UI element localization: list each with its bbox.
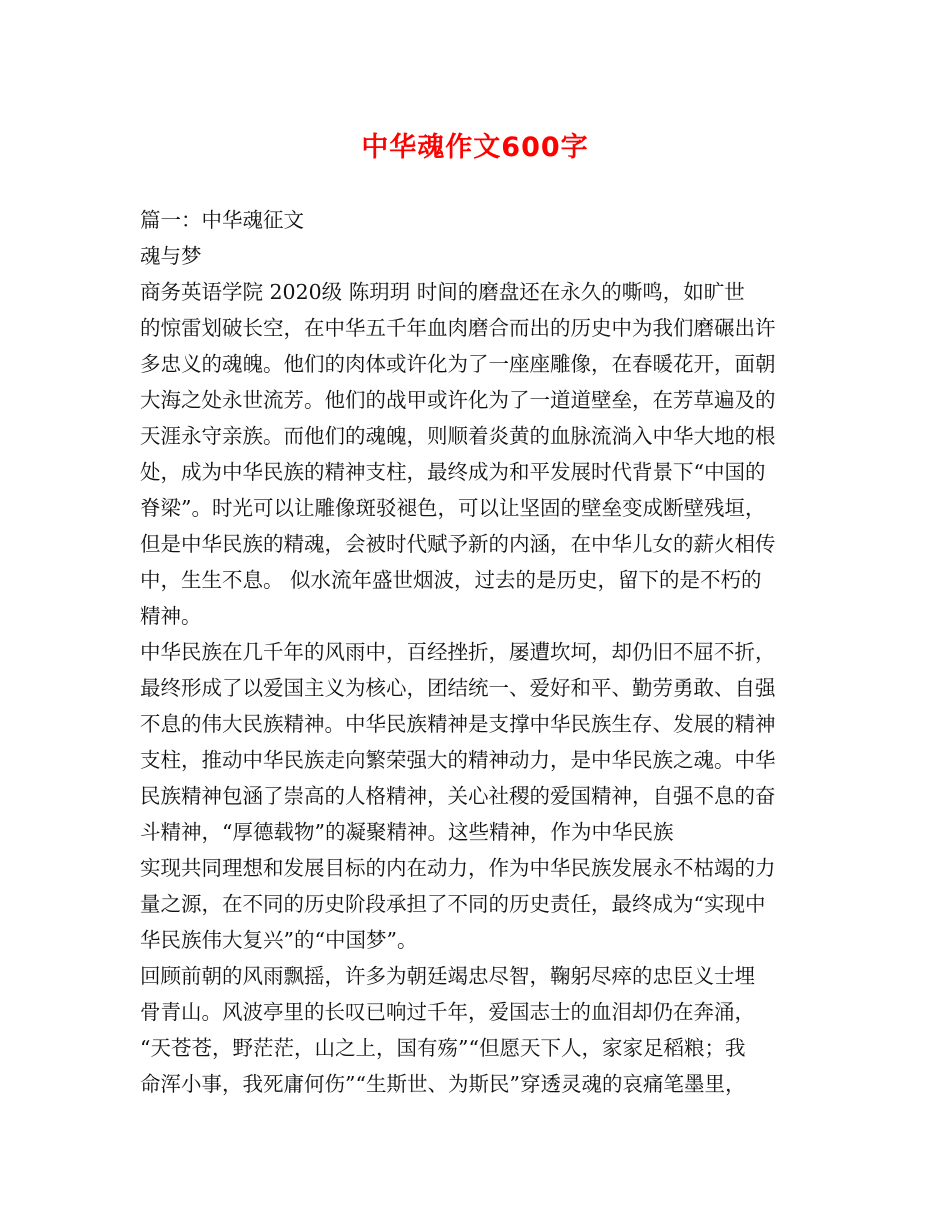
text-line: 处，成为中华民族的精神支柱，最终成为和平发展时代背景下“中国的 — [140, 460, 766, 484]
text-line: 量之源，在不同的历史阶段承担了不同的历史责任，最终成为“实现中 — [140, 892, 766, 916]
text-line: 支柱，推动中华民族走向繁荣强大的精神动力，是中华民族之魂。中华 — [140, 748, 776, 772]
text-line: 最终形成了以爱国主义为核心，团结统一、爱好和平、勤劳勇敢、自强 — [140, 676, 776, 700]
text-line: 斗精神，“厚德载物”的凝聚精神。这些精神，作为中华民族 — [140, 820, 674, 844]
text-line: 回顾前朝的风雨飘摇，许多为朝廷竭忠尽智，鞠躬尽瘁的忠臣义士埋 — [140, 964, 755, 988]
text-line: 精神。 — [140, 604, 202, 628]
text-line: 不息的伟大民族精神。中华民族精神是支撑中华民族生存、发展的精神 — [140, 712, 776, 736]
text-line: 脊梁”。时光可以让雕像斑驳褪色，可以让坚固的壁垒变成断壁残垣， — [140, 496, 766, 520]
text-line: 魂与梦 — [140, 244, 202, 268]
text-line: “天苍苍，野茫茫，山之上，国有殇”“但愿天下人，家家足稻粮；我 — [140, 1036, 746, 1060]
text-line: 中，生生不息。 似水流年盛世烟波，过去的是历史，留下的是不朽的 — [140, 568, 762, 592]
text-line: 多忠义的魂魄。他们的肉体或许化为了一座座雕像，在春暖花开，面朝 — [140, 352, 776, 376]
text-line: 中华民族在几千年的风雨中，百经挫折，屡遭坎坷，却仍旧不屈不折， — [140, 640, 776, 664]
text-line: 实现共同理想和发展目标的内在动力，作为中华民族发展永不枯竭的力 — [140, 856, 776, 880]
text-line: 华民族伟大复兴”的“中国梦”。 — [140, 928, 418, 952]
text-line: 的惊雷划破长空，在中华五千年血肉磨合而出的历史中为我们磨碾出许 — [140, 316, 776, 340]
text-line: 民族精神包涵了崇高的人格精神，关心社稷的爱国精神，自强不息的奋 — [140, 784, 776, 808]
document-title: 中华魂作文600字 — [361, 132, 589, 163]
text-line: 命浑小事，我死庸何伤”“生斯世、为斯民”穿透灵魂的哀痛笔墨里， — [140, 1072, 746, 1096]
text-line: 大海之处永世流芳。他们的战甲或许化为了一道道壁垒，在芳草遍及的 — [140, 388, 776, 412]
document-body — [140, 202, 820, 1102]
text-line: 但是中华民族的精魂，会被时代赋予新的内涵，在中华儿女的薪火相传 — [140, 532, 776, 556]
text-line: 天涯永守亲族。而他们的魂魄，则顺着炎黄的血脉流淌入中华大地的根 — [140, 424, 776, 448]
text-line: 商务英语学院 2020级 陈玥玥 时间的磨盘还在永久的嘶鸣，如旷世 — [140, 280, 745, 304]
text-line: 骨青山。风波亭里的长叹已响过千年，爱国志士的血泪却仍在奔涌， — [140, 1000, 755, 1024]
text-line: 篇一：中华魂征文 — [140, 208, 304, 232]
